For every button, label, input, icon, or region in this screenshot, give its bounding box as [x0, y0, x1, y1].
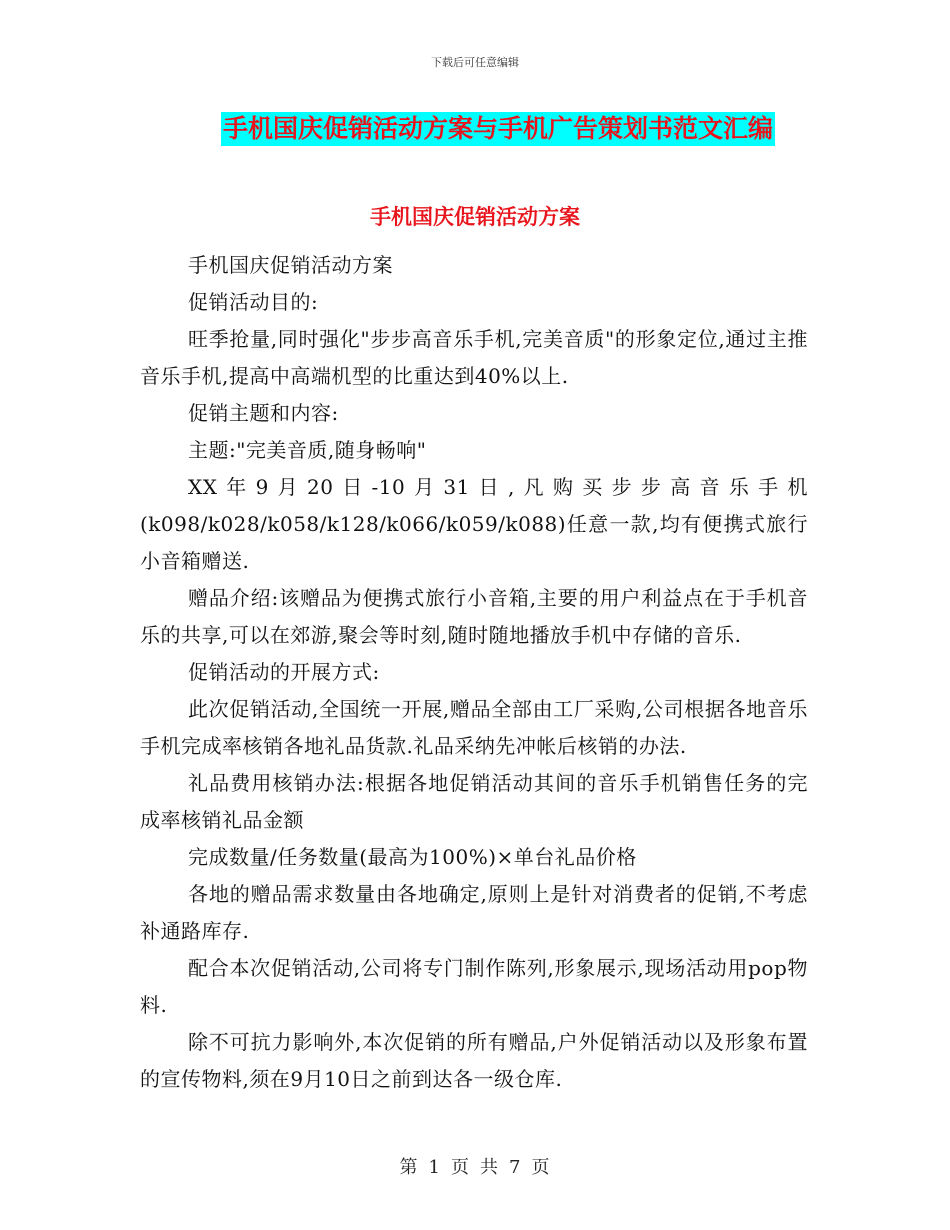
paragraph: 完成数量/任务数量(最高为100%)×单台礼品价格 [188, 845, 637, 869]
page-label-suffix: 页 [531, 1157, 551, 1178]
page-total-prefix: 共 [480, 1157, 499, 1178]
paragraph: 此次促销活动,全国统一开展,赠品全部由工厂采购,公司根据各地音乐手机完成率核销各地礼品货款.礼品采纳先冲帐后核销的办法. [140, 697, 808, 758]
document-title-container [0, 112, 950, 146]
page-label-prefix: 第 [399, 1157, 419, 1178]
paragraph: 手机国庆促销活动方案 [188, 253, 393, 277]
paragraph: 促销活动的开展方式: [188, 660, 380, 684]
paragraph: 促销主题和内容: [188, 401, 339, 425]
paragraph: 各地的赠品需求数量由各地确定,原则上是针对消费者的促销,不考虑补通路库存. [140, 882, 808, 943]
paragraph: 除不可抗力影响外,本次促销的所有赠品,户外促销活动以及形象布置的宣传物料,须在9月10日之前到达各一级仓库. [140, 1030, 808, 1091]
page-total-number: 7 [509, 1157, 522, 1178]
page-footer [0, 1153, 950, 1179]
page-header-note: 下载后可任意编辑 [431, 56, 519, 69]
document-title: 手机国庆促销活动方案与手机广告策划书范文汇编 [221, 112, 775, 146]
paragraph: 赠品介绍:该赠品为便携式旅行小音箱,主要的用户利益点在于手机音乐的共享,可以在郊游,聚会等时刻,随时随地播放手机中存储的音乐. [140, 586, 808, 647]
page-current-number: 1 [428, 1157, 441, 1178]
document-body [140, 247, 808, 1098]
page-label-mid: 页 [451, 1157, 470, 1178]
paragraph: 旺季抢量,同时强化"步步高音乐手机,完美音质"的形象定位,通过主推音乐手机,提高中高端机型的比重达到40%以上. [140, 327, 808, 388]
section-title: 手机国庆促销活动方案 [370, 204, 580, 229]
paragraph: 配合本次促销活动,公司将专门制作陈列,形象展示,现场活动用pop物料. [140, 956, 808, 1017]
paragraph: 促销活动目的: [188, 290, 319, 314]
paragraph: 主题:"完美音质,随身畅响" [188, 438, 427, 462]
paragraph: XX年9月20日-10月31日,凡购买步步高音乐手机(k098/k028/k058/k128/k066/k059/k088)任意一款,均有便携式旅行小音箱赠送. [140, 475, 808, 573]
paragraph: 礼品费用核销办法:根据各地促销活动其间的音乐手机销售任务的完成率核销礼品金额 [140, 771, 808, 832]
